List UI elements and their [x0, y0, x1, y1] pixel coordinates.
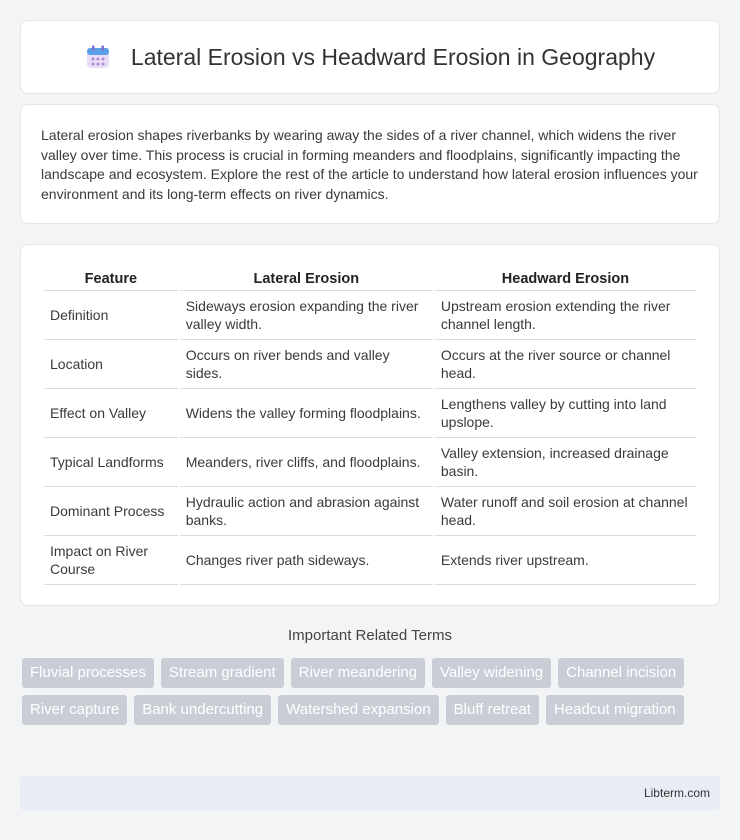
headward-cell: Valley extension, increased drainage basin. [435, 438, 696, 487]
tag-fluvial-processes[interactable]: Fluvial processes [22, 658, 154, 688]
feature-cell: Typical Landforms [44, 438, 178, 487]
related-terms-heading: Important Related Terms [288, 627, 452, 644]
feature-cell: Dominant Process [44, 487, 178, 536]
tag-bluff-retreat[interactable]: Bluff retreat [446, 695, 539, 725]
headward-cell: Water runoff and soil erosion at channel head. [435, 487, 696, 536]
header-headward-erosion: Headward Erosion [435, 265, 696, 291]
comparison-table-card [20, 244, 720, 606]
feature-cell: Impact on River Course [44, 536, 178, 585]
tag-channel-incision[interactable]: Channel incision [558, 658, 684, 688]
table-row [44, 536, 696, 585]
footer-site-link[interactable]: Libterm.com [643, 786, 710, 800]
title-card [20, 20, 720, 94]
header-lateral-erosion: Lateral Erosion [180, 265, 433, 291]
footer [20, 776, 720, 810]
table-row [44, 389, 696, 438]
tag-river-capture[interactable]: River capture [22, 695, 127, 725]
lateral-cell: Widens the valley forming floodplains. [180, 389, 433, 438]
related-terms-list [22, 658, 722, 725]
tag-watershed-expansion[interactable]: Watershed expansion [278, 695, 439, 725]
lateral-cell: Hydraulic action and abrasion against banks. [180, 487, 433, 536]
lateral-cell: Meanders, river cliffs, and floodplains. [180, 438, 433, 487]
headward-cell: Extends river upstream. [435, 536, 696, 585]
lateral-cell: Sideways erosion expanding the river valley width. [180, 291, 433, 340]
feature-cell: Location [44, 340, 178, 389]
table-header-row [44, 265, 696, 291]
feature-cell: Effect on Valley [44, 389, 178, 438]
headward-cell: Occurs at the river source or channel head. [435, 340, 696, 389]
intro-paragraph: Lateral erosion shapes riverbanks by wearing away the sides of a river channel, which widens the river valley over time. This process is crucial in forming meanders and floodplains, significantly impacting the landscape and ecosystem. Explore the rest of the article to understand how lateral erosion influences your environment and its long-term effects on river dynamics. [41, 127, 698, 202]
headward-cell: Lengthens valley by cutting into land upslope. [435, 389, 696, 438]
tag-headcut-migration[interactable]: Headcut migration [546, 695, 684, 725]
lateral-cell: Changes river path sideways. [180, 536, 433, 585]
header-feature: Feature [44, 265, 178, 291]
table-row [44, 487, 696, 536]
comparison-table [42, 265, 698, 585]
lateral-cell: Occurs on river bends and valley sides. [180, 340, 433, 389]
table-row [44, 340, 696, 389]
table-row [44, 291, 696, 340]
tag-river-meandering[interactable]: River meandering [291, 658, 425, 688]
intro-card [20, 104, 720, 224]
page-title: Lateral Erosion vs Headward Erosion in Geography [130, 43, 656, 70]
table-row [44, 438, 696, 487]
tag-stream-gradient[interactable]: Stream gradient [161, 658, 284, 688]
feature-cell: Definition [44, 291, 178, 340]
tag-valley-widening[interactable]: Valley widening [432, 658, 551, 688]
calendar-icon [85, 44, 111, 70]
tag-bank-undercutting[interactable]: Bank undercutting [134, 695, 271, 725]
headward-cell: Upstream erosion extending the river channel length. [435, 291, 696, 340]
